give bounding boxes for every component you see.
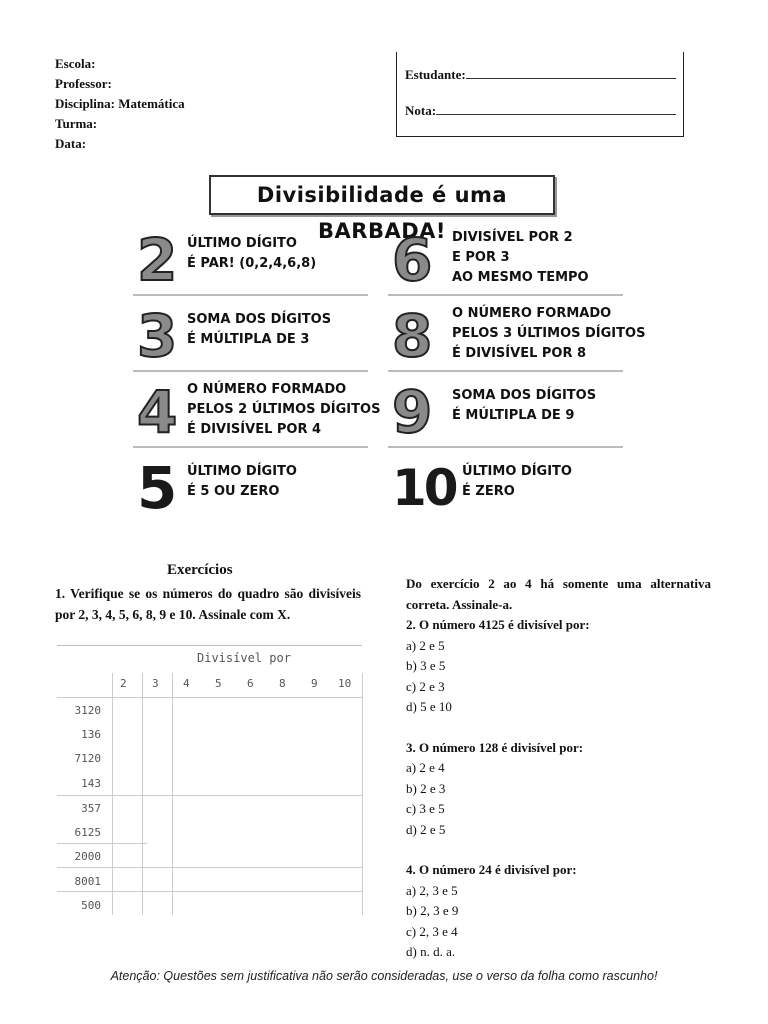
rule-text xyxy=(462,462,572,502)
table-row-number: 3120 xyxy=(74,704,101,717)
rule-text xyxy=(452,386,596,426)
table-row-number: 2000 xyxy=(74,850,101,863)
divisor-header: 3 xyxy=(152,677,159,690)
rule-number: 6 xyxy=(392,226,433,294)
rule-text xyxy=(187,462,297,502)
table-header-rule xyxy=(57,697,362,698)
table-column-divider xyxy=(112,673,113,915)
divisor-header: 10 xyxy=(338,677,352,690)
rule-number: 2 xyxy=(137,226,178,294)
table-row-number: 7120 xyxy=(74,752,101,765)
table-column-divider xyxy=(362,673,363,915)
rule-text xyxy=(187,380,380,440)
grade-field[interactable] xyxy=(436,102,676,115)
divisor-header: 4 xyxy=(183,677,190,690)
table-row-rule xyxy=(57,891,362,892)
student-box xyxy=(396,52,684,137)
class-label: Turma: xyxy=(55,116,98,131)
infographic-title: Divisibilidade é uma BARBADA! xyxy=(209,175,555,215)
rule-text xyxy=(452,304,645,364)
rule-line: AO MESMO TEMPO xyxy=(452,270,589,285)
question-2: 2. O número 4125 é divisível por: xyxy=(406,617,590,632)
table-row-number: 357 xyxy=(81,802,101,815)
divisor-header: 5 xyxy=(215,677,222,690)
rule-line: O NÚMERO FORMADO xyxy=(452,306,612,321)
rule-line: PELOS 2 ÚLTIMOS DÍGITOS xyxy=(187,402,381,417)
table-row-rule xyxy=(57,843,147,844)
option-a[interactable]: a) 2 e 5 xyxy=(406,637,445,653)
table-column-divider xyxy=(142,673,143,915)
subject-label: Disciplina: Matemática xyxy=(55,96,185,111)
rule-number: 10 xyxy=(392,459,456,517)
question-3: 3. O número 128 é divisível por: xyxy=(406,739,584,755)
rule-line: É 5 OU ZERO xyxy=(187,484,280,499)
rule-line: É DIVISÍVEL POR 8 xyxy=(452,346,587,361)
rule-number: 8 xyxy=(392,302,433,370)
question-1: 1. Verifique se os números do quadro são divisíveis por 2, 3, 4, 5, 6, 8, 9 e 10. Assinale com X. xyxy=(55,586,361,622)
rule-6 xyxy=(388,226,623,296)
table-top-rule xyxy=(57,645,362,646)
rule-line: É PAR! (0,2,4,6,8) xyxy=(187,256,317,271)
option-d[interactable]: d) 2 e 5 xyxy=(406,821,446,837)
table-row-rule xyxy=(57,795,362,796)
rule-2 xyxy=(133,226,368,296)
rule-line: O NÚMERO FORMADO xyxy=(187,382,347,397)
rule-8 xyxy=(388,302,646,372)
option-b[interactable]: b) 3 e 5 xyxy=(406,658,446,673)
rule-number: 3 xyxy=(137,302,178,370)
rule-number: 4 xyxy=(137,378,178,446)
school-label: Escola: xyxy=(55,56,96,71)
header-info xyxy=(55,54,185,154)
divisor-header: 9 xyxy=(311,677,318,690)
option-d[interactable]: d) n. d. a. xyxy=(406,944,456,959)
option-a[interactable]: a) 2 e 4 xyxy=(406,760,445,775)
rule-10 xyxy=(388,454,623,522)
rule-line: É ZERO xyxy=(462,484,515,499)
rule-9 xyxy=(388,378,623,448)
exercises-title: Exercícios xyxy=(167,562,233,578)
option-b[interactable]: b) 2 e 3 xyxy=(406,780,446,796)
table-row-rule xyxy=(57,867,362,868)
option-c[interactable]: c) 3 e 5 xyxy=(406,801,445,816)
divisor-header: 8 xyxy=(279,677,286,690)
divisibility-infographic xyxy=(133,170,646,535)
rule-text xyxy=(452,228,589,288)
rule-text xyxy=(187,234,316,274)
teacher-label: Professor: xyxy=(55,76,112,91)
rule-line: PELOS 3 ÚLTIMOS DÍGITOS xyxy=(452,326,646,341)
option-a[interactable]: a) 2, 3 e 5 xyxy=(406,882,458,898)
rule-line: DIVISÍVEL POR 2 xyxy=(452,230,573,245)
table-row-number: 136 xyxy=(81,728,101,741)
rule-5 xyxy=(133,454,368,522)
rule-line: ÚLTIMO DÍGITO xyxy=(462,464,572,479)
rule-number: 9 xyxy=(392,378,433,446)
option-c[interactable]: c) 2 e 3 xyxy=(406,678,445,694)
divisibility-table xyxy=(57,645,362,915)
table-title: Divisível por xyxy=(197,651,291,665)
footer-note: Atenção: Questões sem justificativa não serão consideradas, use o verso da folha como rascunho! xyxy=(110,969,658,983)
instructions: Do exercício 2 ao 4 há somente uma alternativa correta. Assinale-a. xyxy=(406,576,711,612)
option-d[interactable]: d) 5 e 10 xyxy=(406,699,452,714)
table-row-number: 143 xyxy=(81,777,101,790)
table-row-number: 8001 xyxy=(74,875,101,888)
divisor-header: 2 xyxy=(120,677,127,690)
multiple-choice-section xyxy=(406,574,711,963)
rule-line: É MÚLTIPLA DE 9 xyxy=(452,408,575,423)
option-b[interactable]: b) 2, 3 e 9 xyxy=(406,903,459,918)
date-label: Data: xyxy=(55,136,87,151)
rule-4 xyxy=(133,378,381,448)
option-c[interactable]: c) 2, 3 e 4 xyxy=(406,923,458,939)
table-row-number: 500 xyxy=(81,899,101,912)
rule-line: É DIVISÍVEL POR 4 xyxy=(187,422,322,437)
table-column-divider xyxy=(172,673,173,915)
rule-3 xyxy=(133,302,368,372)
rule-line: ÚLTIMO DÍGITO xyxy=(187,236,297,251)
question-4: 4. O número 24 é divisível por: xyxy=(406,862,577,877)
student-field[interactable] xyxy=(466,66,676,79)
rule-line: É MÚLTIPLA DE 3 xyxy=(187,332,310,347)
rule-line: SOMA DOS DÍGITOS xyxy=(187,312,332,327)
grade-label: Nota: xyxy=(405,103,437,118)
divisor-header: 6 xyxy=(247,677,254,690)
rule-number: 5 xyxy=(137,454,178,522)
student-label: Estudante: xyxy=(405,67,466,82)
rule-line: SOMA DOS DÍGITOS xyxy=(452,388,597,403)
rule-text xyxy=(187,310,331,350)
rule-line: ÚLTIMO DÍGITO xyxy=(187,464,297,479)
rule-line: E POR 3 xyxy=(452,250,510,265)
table-row-number: 6125 xyxy=(74,826,101,839)
